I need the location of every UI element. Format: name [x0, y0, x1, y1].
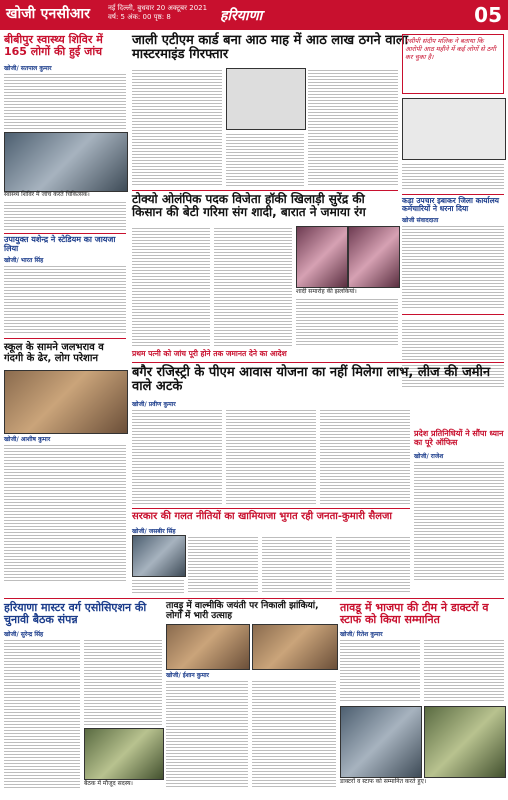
- hockey-subhead: प्रथम पत्नी को जांच पूरी होने तक जमानत देने का आदेश: [132, 349, 287, 358]
- masthead: [0, 0, 508, 30]
- stadium-body: [4, 264, 126, 334]
- bar-association-body-2: [84, 638, 162, 726]
- section-title: हरियाणा: [220, 8, 263, 24]
- water-byline: खोजी संवाददाता: [402, 217, 439, 224]
- divider: [402, 314, 504, 315]
- divider: [4, 233, 126, 234]
- hockey-caption: शादी समारोह की झलकियां।: [296, 288, 357, 295]
- health-camp-headline: बीबीपुर स्वास्थ्य शिविर में 165 लोगों की हुई जांच: [4, 33, 103, 59]
- newspaper-logo: खोजी एनसीआर: [6, 6, 91, 22]
- valmiki-photo-2: [252, 624, 338, 670]
- protest-headline: प्रदेश प्रतिनिधियों ने सौंपा ध्यान का पूरे ऑफिस: [414, 429, 504, 447]
- valmiki-body-2: [252, 679, 336, 789]
- school-body: [4, 443, 126, 583]
- atm-fraud-body-3: [308, 68, 398, 186]
- bar-association-photo: [84, 728, 164, 780]
- atm-fraud-body-4: [402, 162, 504, 190]
- atm-fraud-photo: [226, 68, 306, 130]
- hockey-body-3: [296, 297, 398, 346]
- bar-association-body-1: [4, 638, 80, 788]
- divider: [4, 598, 504, 599]
- divider: [132, 362, 504, 363]
- health-camp-body-2: [4, 200, 126, 230]
- masthead-date: नई दिल्ली, बुधवार 20 अक्टूबर 2021: [108, 4, 208, 12]
- pm-awas-body-1: [132, 408, 222, 504]
- stadium-headline: उपायुक्त यशेन्द्र ने स्टेडियम का जायजा लिया: [4, 235, 116, 253]
- divider: [132, 190, 398, 191]
- page-number: 05: [474, 3, 502, 27]
- masthead-meta: [108, 4, 207, 22]
- selja-body-2: [262, 535, 332, 593]
- atm-fraud-body-1: [132, 68, 222, 186]
- doctors-photo-2: [424, 706, 506, 778]
- selja-photo: [132, 535, 186, 577]
- selja-byline: खोजी/ जसबीर सिंह: [132, 528, 176, 535]
- divider: [4, 338, 126, 339]
- pm-awas-body-3: [320, 408, 410, 504]
- divider: [132, 508, 410, 509]
- hockey-body-2: [214, 226, 292, 346]
- hockey-headline: टोक्यो ओलंपिक पदक विजेता हॉकी खिलाड़ी सुरेंद्र की किसान की बेटी गरिमा संग शादी, बारात ने जमाया रंग: [132, 192, 366, 220]
- health-camp-byline: खोजी/ सतपाल कुमार: [4, 65, 52, 72]
- selja-headline: सरकार की गलत नीतियों का खामियाजा भुगत रही जनता-कुमारी सैलजा: [132, 511, 392, 522]
- masthead-issue: वर्ष: 5 अंक: 00 पृष्ठ: 8: [108, 13, 171, 21]
- valmiki-photo-1: [166, 624, 250, 670]
- bar-association-byline: खोजी/ सुरेन्द्र सिंह: [4, 631, 44, 638]
- bar-association-caption: बैठक में मौजूद सदस्य।: [84, 780, 133, 787]
- bar-association-headline: हरियाणा मास्टर वर्ग एसोसिएशन की चुनावी बैठक संपन्न: [4, 601, 147, 627]
- protest-byline: खोजी/ राजेश: [414, 453, 444, 460]
- water-body: [402, 224, 504, 310]
- divider: [402, 194, 504, 195]
- atm-fraud-pullquote: एसीपी संदीप मलिक ने बताया कि आरोपी आठ महीने में कई लोगों से ठगी कर चुका है।: [402, 34, 504, 94]
- doctors-byline: खोजी/ रितेश कुमार: [340, 631, 383, 638]
- water-headline: कड़ा उपचार इबाकर जिला कार्यालय कर्मचारियों ने धरना दिया: [402, 196, 500, 214]
- health-camp-caption: स्वास्थ्य शिविर में जांच करते चिकित्सक।: [4, 191, 90, 198]
- hockey-photo-1: [296, 226, 348, 288]
- doctors-headline: तावडू में भाजपा की टीम ने डाक्टरों व स्टाफ को किया सम्मानित: [340, 601, 489, 627]
- pm-awas-byline: खोजी/ प्रवीण कुमार: [132, 401, 176, 408]
- doctors-photo-1: [340, 706, 422, 778]
- school-photo: [4, 370, 128, 434]
- selja-body-4: [132, 578, 184, 593]
- doctors-body-1: [340, 638, 420, 702]
- atm-fraud-illustration: [402, 98, 506, 160]
- selja-body-3: [336, 535, 410, 593]
- doctors-caption: डाक्टरों व स्टाफ को सम्मानित करते हुए।: [340, 778, 427, 785]
- valmiki-byline: खोजी/ ईशान कुमार: [166, 672, 209, 679]
- doctors-body-2: [424, 638, 504, 702]
- atm-fraud-body-2: [226, 132, 304, 186]
- pm-awas-headline: बगैर रजिस्ट्री के पीएम आवास योजना का नहीं मिलेगा लाभ, लीज की जमीन वाले अटके: [132, 365, 491, 395]
- health-camp-photo: [4, 132, 128, 192]
- school-headline: स्कूल के सामने जलभराव व गंदगी के ढेर, लोग परेशान: [4, 342, 104, 364]
- atm-fraud-headline: जाली एटीएम कार्ड बना आठ माह में आठ लाख ठगने वाला मास्टरमाइंड गिरफ्तार: [132, 33, 409, 63]
- school-byline: खोजी/ आशीष कुमार: [4, 436, 51, 443]
- pm-awas-body-2: [226, 408, 316, 504]
- valmiki-headline: तावड़ू में वाल्मीकि जयंती पर निकाली झांकियां, लोगों में भारी उत्साह: [166, 601, 319, 621]
- protest-body: [414, 460, 504, 580]
- valmiki-body-1: [166, 679, 248, 789]
- hockey-body-1: [132, 226, 210, 346]
- stadium-byline: खोजी/ भारत सिंह: [4, 257, 44, 264]
- selja-body-1: [188, 535, 258, 593]
- health-camp-body: [4, 72, 126, 130]
- hockey-photo-2: [348, 226, 400, 288]
